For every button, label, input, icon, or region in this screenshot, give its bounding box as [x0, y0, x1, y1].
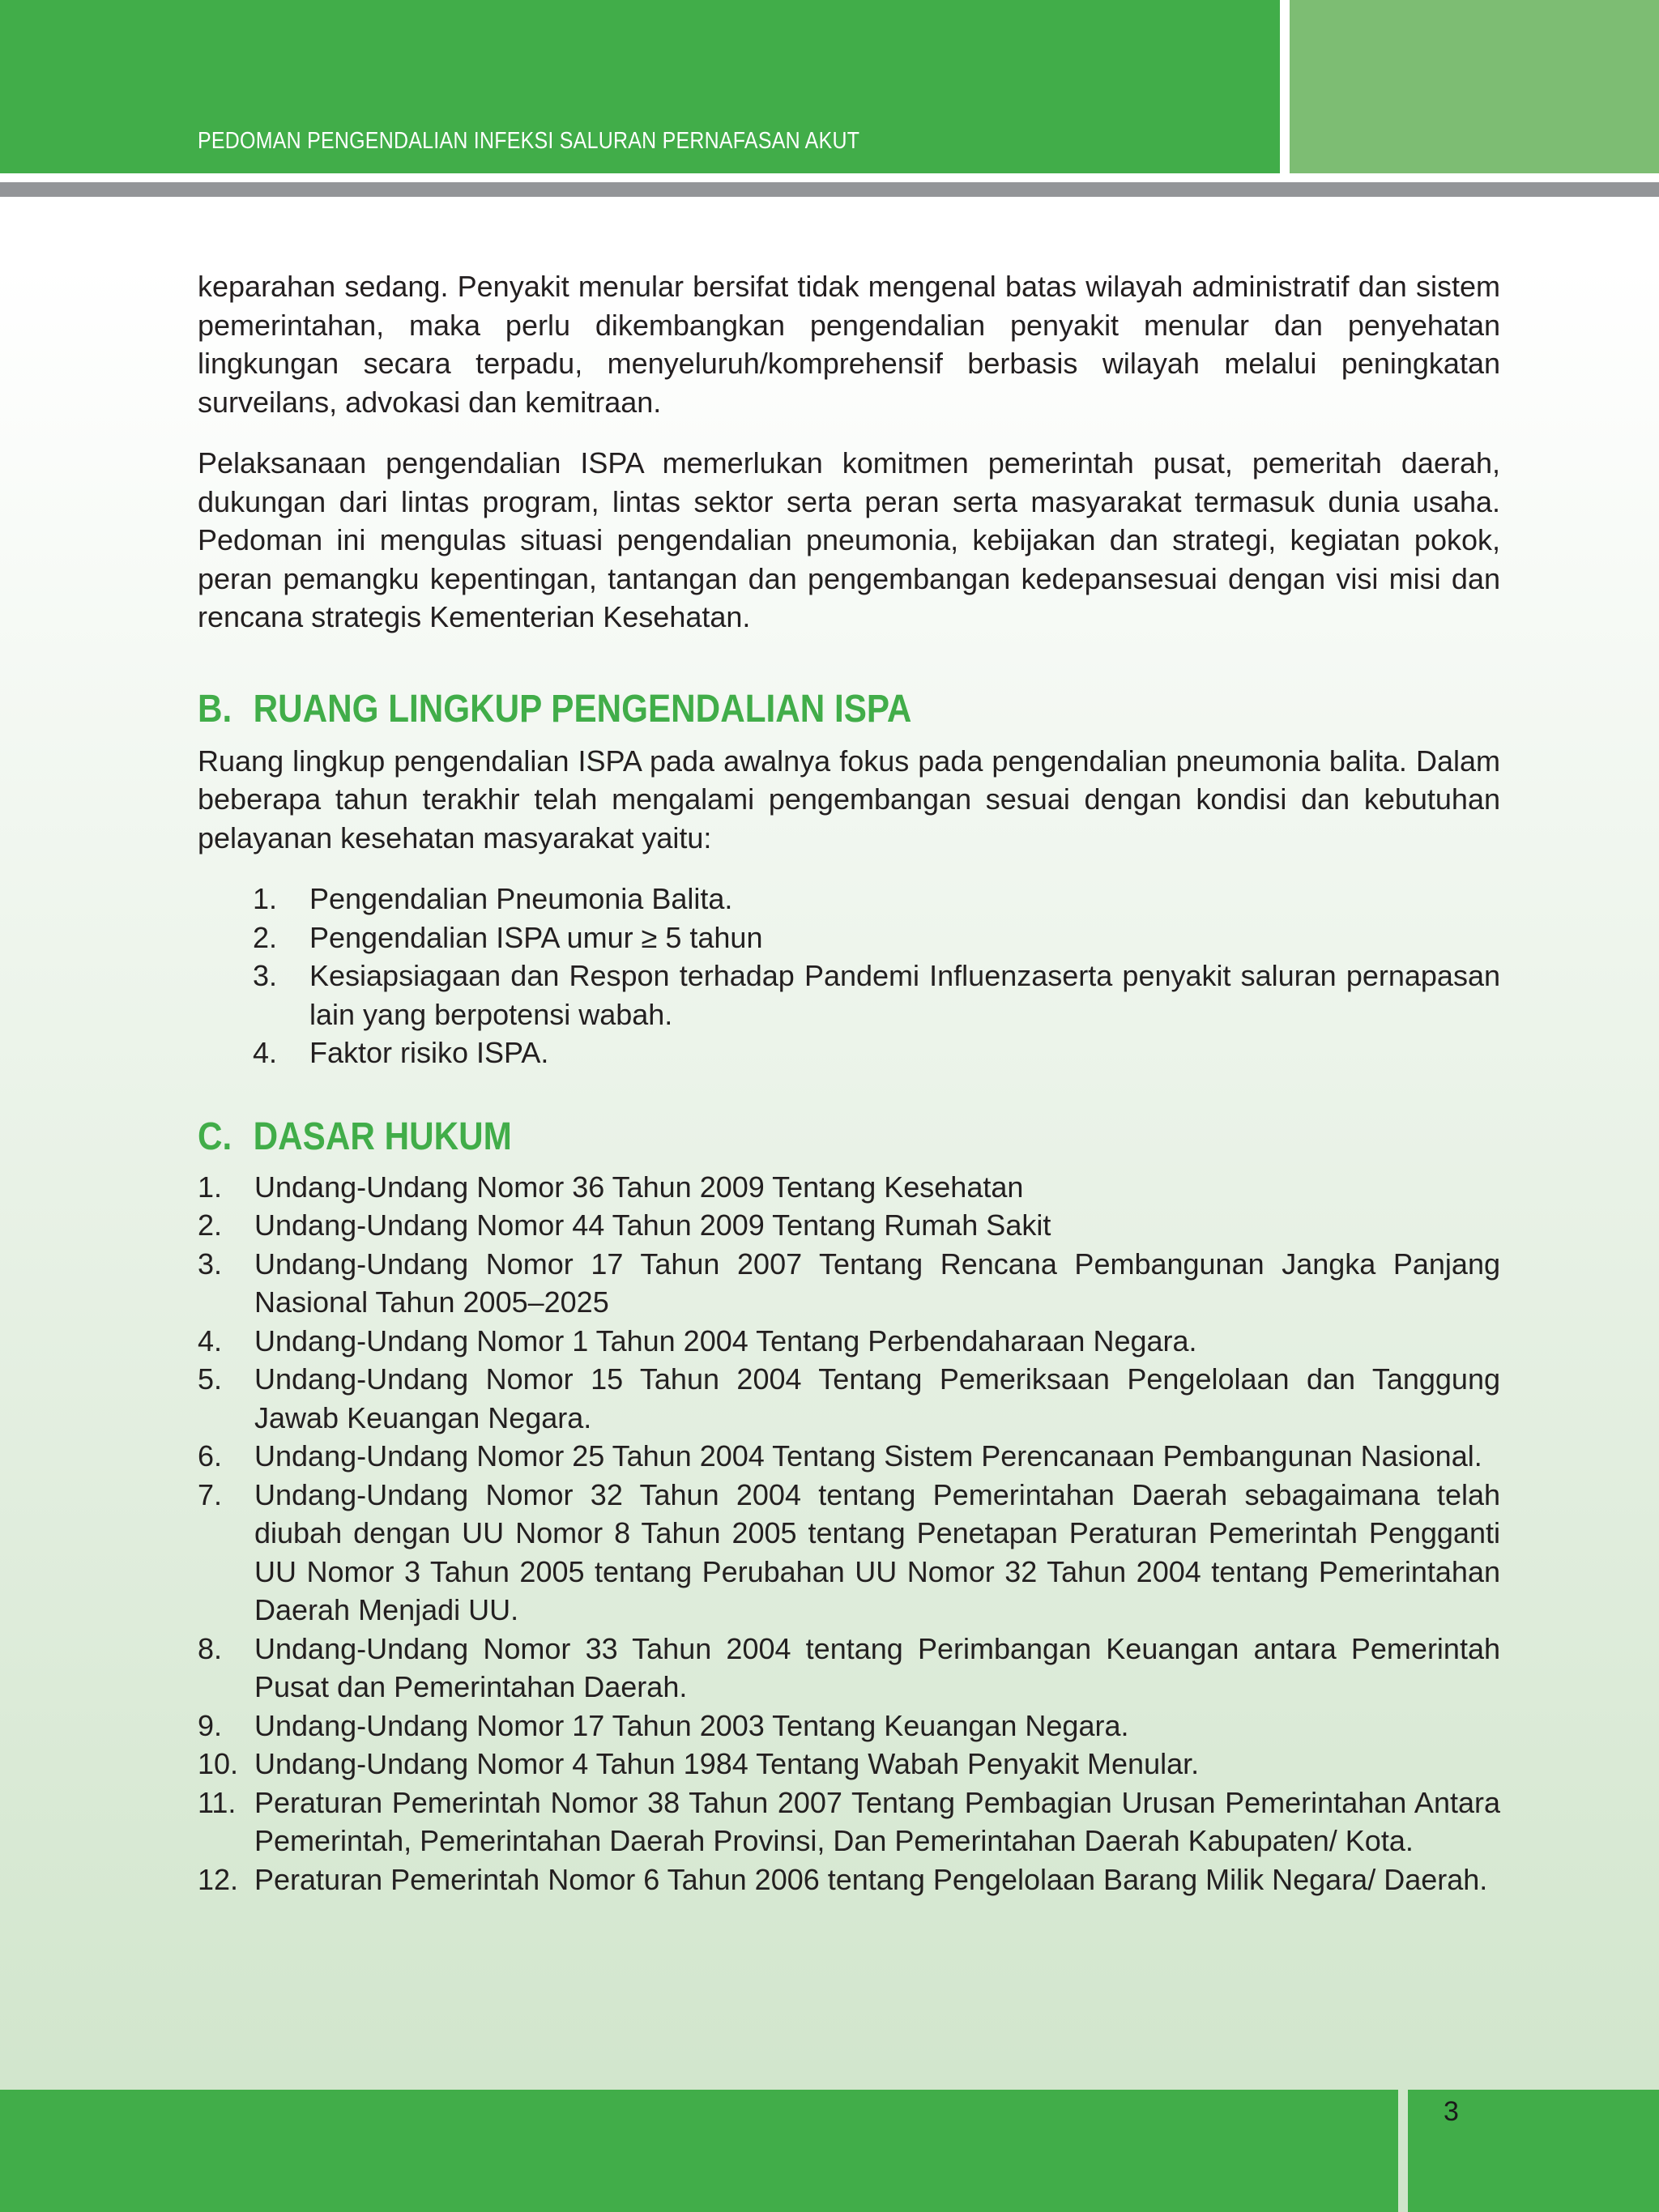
list-item-number: 6.	[198, 1439, 223, 1473]
list-item	[198, 1630, 1500, 1707]
section-c-title: DASAR HUKUM	[253, 1115, 512, 1158]
section-c-heading	[198, 1115, 1344, 1160]
list-item-number: 11.	[198, 1785, 237, 1819]
list-item	[198, 1745, 1500, 1784]
section-c-letter: C.	[198, 1115, 232, 1158]
list-item-number: 3.	[198, 1247, 223, 1281]
list-item	[198, 1476, 1500, 1630]
list-item-text: Faktor risiko ISPA.	[309, 1036, 549, 1069]
list-item	[198, 1322, 1500, 1361]
list-item	[198, 1784, 1500, 1860]
list-item-text: Undang-Undang Nomor 1 Tahun 2004 Tentang Perbendaharaan Negara.	[254, 1323, 1197, 1357]
section-b-heading	[198, 687, 1344, 732]
list-item	[198, 1360, 1500, 1437]
section-b-title: RUANG LINGKUP PENGENDALIAN ISPA	[253, 687, 912, 731]
list-item	[198, 1707, 1500, 1745]
list-item-number: 12.	[198, 1862, 239, 1896]
list-item	[198, 1206, 1500, 1245]
list-item-number: 3.	[253, 959, 278, 992]
section-c-list	[198, 1168, 1500, 1899]
list-item	[198, 1437, 1500, 1476]
list-item-text: Undang-Undang Nomor 25 Tahun 2004 Tentang Sistem Perencanaan Pembangunan Nasional.	[254, 1439, 1482, 1473]
list-item-number: 4.	[198, 1323, 223, 1357]
list-item-number: 1.	[253, 882, 278, 915]
list-item-number: 10.	[198, 1747, 239, 1780]
section-b-list	[253, 880, 1500, 1072]
list-item-text: Peraturan Pemerintah Nomor 6 Tahun 2006 tentang Pengelolaan Barang Milik Negara/ Daerah.	[254, 1862, 1488, 1896]
list-item	[198, 1245, 1500, 1322]
list-item-text: Undang-Undang Nomor 33 Tahun 2004 tentang Perimbangan Keuangan antara Pemerintah Pusat dan Pemerintahan Daerah.	[254, 1631, 1500, 1703]
list-item	[253, 957, 1500, 1034]
list-item-text: Undang-Undang Nomor 15 Tahun 2004 Tentang Pemeriksaan Pengelolaan dan Tanggung Jawab Keuangan Negara.	[254, 1362, 1500, 1434]
list-item-number: 5.	[198, 1362, 223, 1396]
list-item-text: Undang-Undang Nomor 36 Tahun 2009 Tentang Kesehatan	[254, 1170, 1024, 1204]
list-item-number: 1.	[198, 1170, 223, 1204]
list-item-text: Undang-Undang Nomor 17 Tahun 2007 Tentang Rencana Pembangunan Jangka Panjang Nasional Tahun 2005–2025	[254, 1247, 1500, 1319]
list-item-text: Pengendalian Pneumonia Balita.	[309, 882, 733, 915]
list-item	[198, 1168, 1500, 1207]
list-item	[253, 1034, 1500, 1072]
list-item	[253, 880, 1500, 918]
list-item-text: Peraturan Pemerintah Nomor 38 Tahun 2007 Tentang Pembagian Urusan Pemerintahan Antara Pemerintah, Pemerintahan Daerah Provinsi, Dan Pemerintahan Daerah Kabupaten/ Kota.	[254, 1785, 1500, 1857]
footer-band-green	[0, 2090, 1398, 2212]
list-item-text: Undang-Undang Nomor 4 Tahun 1984 Tentang Wabah Penyakit Menular.	[254, 1747, 1200, 1780]
list-item-number: 2.	[253, 920, 278, 954]
intro-paragraph-1: keparahan sedang. Penyakit menular bersifat tidak mengenal batas wilayah administratif dan sistem pemerintahan, maka perlu dikembangkan pengendalian penyakit menular dan penyehatan lingkungan secara terpadu, menyeluruh/komprehensif berbasis wilayah melalui peningkatan surveilans, advokasi dan kemitraan.	[198, 270, 1500, 419]
list-item-text: Kesiapsiagaan dan Respon terhadap Pandemi Influenzaserta penyakit saluran pernapasan lain yang berpotensi wabah.	[309, 959, 1500, 1031]
list-item-number: 9.	[198, 1708, 223, 1742]
list-item-number: 2.	[198, 1208, 223, 1242]
list-item-number: 4.	[253, 1036, 278, 1069]
section-b-paragraph: Ruang lingkup pengendalian ISPA pada awalnya fokus pada pengendalian pneumonia balita. Dalam beberapa tahun terakhir telah mengalami pengembangan sesuai dengan kondisi dan kebutuhan pelayanan kesehatan masyarakat yaitu:	[198, 744, 1500, 855]
page-body	[198, 267, 1500, 1899]
list-item-text: Undang-Undang Nomor 17 Tahun 2003 Tentang Keuangan Negara.	[254, 1708, 1129, 1742]
section-b-letter: B.	[198, 687, 232, 731]
intro-paragraph-2: Pelaksanaan pengendalian ISPA memerlukan komitmen pemerintah pusat, pemeritah daerah, dukungan dari lintas program, lintas sektor serta peran serta masyarakat termasuk dunia usaha. Pedoman ini mengulas situasi pengendalian pneumonia, kebijakan dan strategi, kegiatan pokok, peran pemangku kepentingan, tantangan dan pengembangan kedepansesuai dengan visi misi dan rencana strategis Kementerian Kesehatan.	[198, 446, 1500, 633]
list-item-text: Undang-Undang Nomor 32 Tahun 2004 tentang Pemerintahan Daerah sebagaimana telah diubah dengan UU Nomor 8 Tahun 2005 tentang Penetapan Peraturan Pemerintah Pengganti UU Nomor 3 Tahun 2005 tentang Perubahan UU Nomor 32 Tahun 2004 tentang Pemerintahan Daerah Menjadi UU.	[254, 1477, 1500, 1626]
header-band-light-green	[1290, 0, 1659, 173]
page-number: 3	[1444, 2096, 1459, 2127]
header-grey-rule	[0, 182, 1659, 197]
list-item-number: 7.	[198, 1477, 223, 1511]
list-item	[253, 918, 1500, 957]
running-header-title: PEDOMAN PENGENDALIAN INFEKSI SALURAN PERNAFASAN AKUT	[198, 128, 860, 154]
list-item-number: 8.	[198, 1631, 223, 1665]
list-item-text: Undang-Undang Nomor 44 Tahun 2009 Tentang Rumah Sakit	[254, 1208, 1051, 1242]
list-item-text: Pengendalian ISPA umur ≥ 5 tahun	[309, 920, 763, 954]
list-item	[198, 1860, 1500, 1899]
